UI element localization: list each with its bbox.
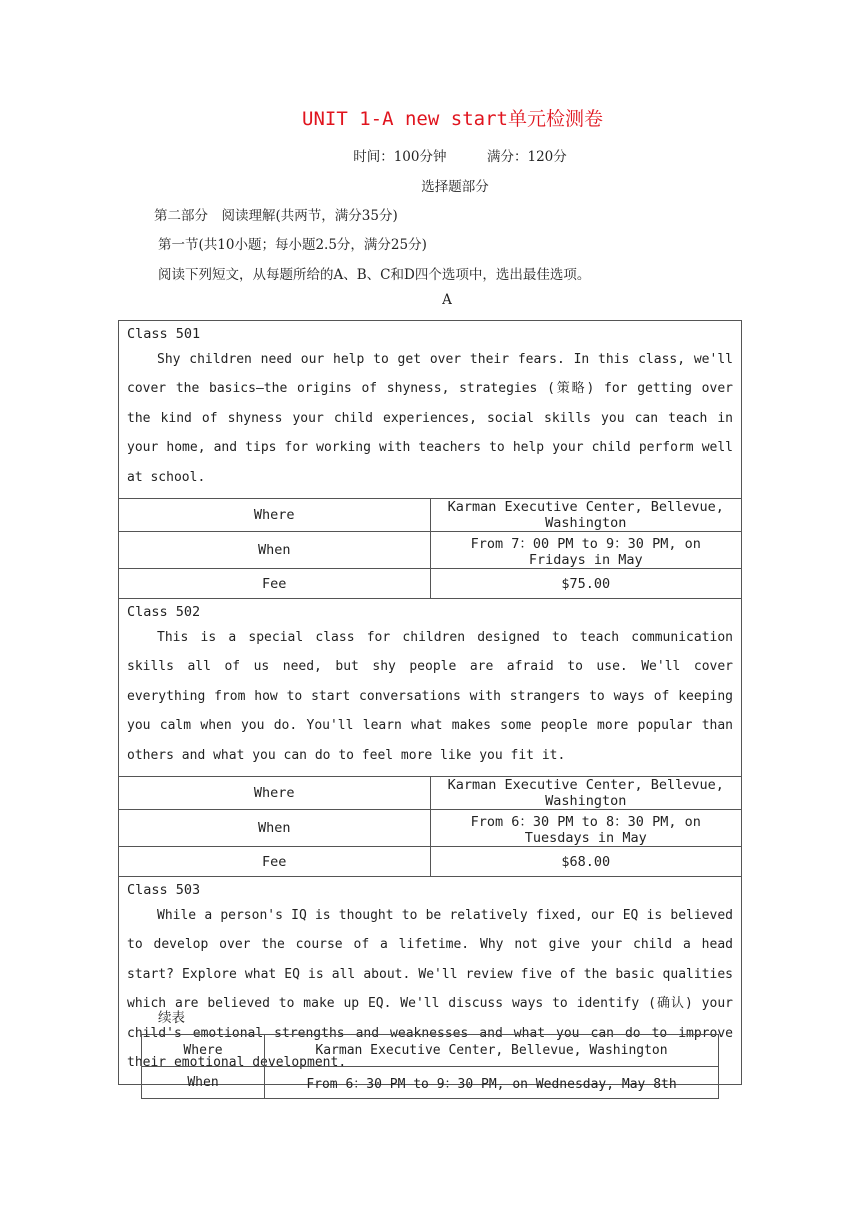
when-label: When (119, 532, 431, 569)
table-row (142, 1067, 719, 1099)
document-title: UNIT 1-A new start单元检测卷 (302, 108, 603, 130)
class-name: Class 501 (127, 326, 201, 342)
continuation-table (141, 1034, 719, 1099)
when-value: From 6：30 PM to 8：30 PM, on Tuesdays in May (430, 810, 742, 847)
fee-label: Fee (119, 847, 431, 877)
table-row (119, 532, 742, 569)
direction-text: 阅读下列短文，从每题所给的A、B、C和D四个选项中，选出最佳选项。 (158, 267, 591, 283)
where-label: Where (119, 777, 431, 810)
fee-value: $68.00 (430, 847, 742, 877)
class-name: Class 503 (127, 882, 201, 899)
table-row (142, 1035, 719, 1067)
table-row (119, 569, 742, 599)
where-label: Where (119, 499, 431, 532)
class-502-row (119, 599, 742, 777)
table-row (119, 499, 742, 532)
class-description: Shy children need our help to get over their fears. In this class, we'll cover the basics—the origins of shyness, strategies (策略) for getting over the kind of shyness your child experiences, social skills you can teach in your home, and tips for working with teachers to help your child perform well at school. (127, 352, 733, 485)
when-value: From 6：30 PM to 9：30 PM, on Wednesday, May 8th (265, 1067, 719, 1099)
class-schedule-table (118, 320, 742, 1085)
class-name: Class 502 (127, 604, 201, 621)
time-score-info: 时间：100分钟 满分：120分 (353, 149, 567, 165)
when-label: When (142, 1067, 265, 1099)
passage-label: A (442, 292, 452, 308)
class-501-row (119, 321, 742, 499)
where-value: Karman Executive Center, Bellevue, Washington (430, 777, 742, 810)
table-row (119, 810, 742, 847)
class-501-cell (119, 321, 742, 499)
table-row (119, 847, 742, 877)
class-description: While a person's IQ is thought to be relatively fixed, our EQ is believed to develop over the course of a lifetime. Why not give your child a head start? Explore what EQ is all about. We'll review five of the basic qualities which are believed to make up EQ. We'll discuss ways to identify (确认) your child's emotional strengths and weaknesses and what you can do to improve their emotional development. (127, 908, 733, 1071)
fee-label: Fee (119, 569, 431, 599)
class-description: This is a special class for children designed to teach communication skills all of us need, but shy people are afraid to use. We'll cover everything from how to start conversations with strangers to ways of keeping you calm when you do. You'll learn what makes some people more popular than others and what you can do to feel more like you fit it. (127, 630, 733, 763)
subsection-heading: 第一节(共10小题；每小题2.5分，满分25分) (158, 237, 427, 253)
part-heading: 第二部分 阅读理解(共两节，满分35分) (154, 208, 398, 224)
table-row (119, 777, 742, 810)
class-502-cell (119, 599, 742, 777)
section-heading: 选择题部分 (421, 179, 489, 195)
where-value: Karman Executive Center, Bellevue, Washington (430, 499, 742, 532)
when-label: When (119, 810, 431, 847)
when-value: From 7：00 PM to 9：30 PM, on Fridays in May (430, 532, 742, 569)
where-value: Karman Executive Center, Bellevue, Washington (265, 1035, 719, 1067)
where-label: Where (142, 1035, 265, 1067)
continuation-label: 续表 (158, 1010, 185, 1026)
fee-value: $75.00 (430, 569, 742, 599)
